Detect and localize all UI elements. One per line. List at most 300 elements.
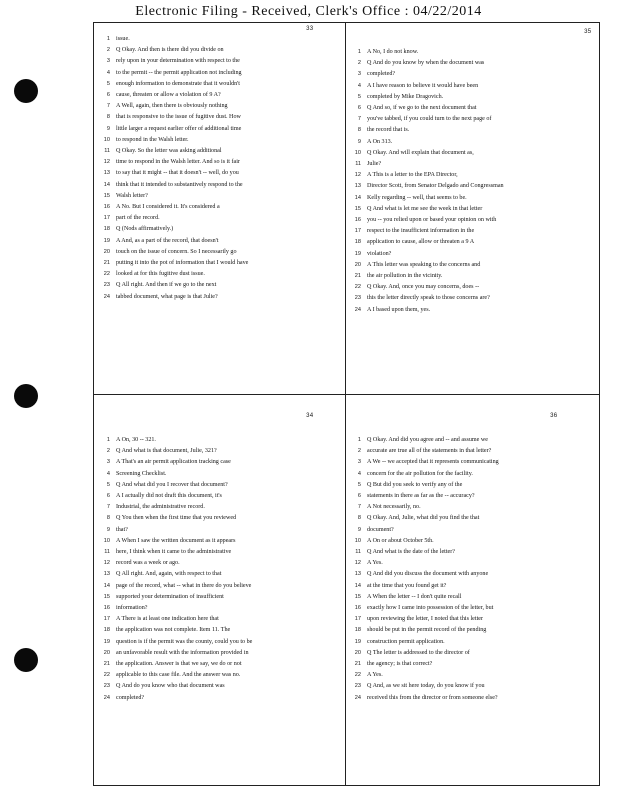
transcript-line [98, 79, 346, 90]
line-text: issue. [116, 36, 130, 42]
line-number: 17 [354, 616, 361, 623]
transcript-line [98, 603, 346, 614]
line-number: 17 [354, 228, 361, 235]
line-text: Q Okay. And, once you may concerns, does -- [367, 284, 480, 291]
line-text: Q Okay. And, Julie, what did you find the that [367, 515, 480, 522]
line-text: A Yes. [367, 672, 383, 679]
line-text: part of the record. [116, 215, 160, 222]
line-text: think that it intended to substantively respond to the [116, 181, 243, 188]
line-text: the record that is. [367, 127, 410, 134]
transcript-line [98, 469, 346, 480]
line-text: A That's an air permit application tracking case [116, 459, 231, 466]
line-text: an unfavorable result with the information provided in [116, 649, 249, 656]
punch-hole [14, 648, 38, 672]
transcript-line [349, 513, 597, 524]
line-text: completed? [367, 71, 396, 78]
transcript-line [349, 659, 597, 670]
transcript-line [98, 681, 346, 692]
line-text: that is responsive to the issue of fugitive dust. How [116, 114, 241, 121]
line-number: 12 [103, 560, 110, 567]
line-number: 19 [354, 250, 361, 257]
transcript-line [98, 592, 346, 603]
line-number: 8 [357, 515, 361, 522]
punch-hole [14, 79, 38, 103]
transcript-line [98, 491, 346, 502]
line-number: 21 [103, 661, 110, 668]
page-number: 35 [584, 28, 592, 35]
transcript-line [98, 101, 346, 112]
transcript-line [98, 202, 346, 213]
line-text: looked at for this fugitive dust issue. [116, 271, 205, 278]
line-number: 9 [106, 125, 110, 132]
line-number: 12 [354, 172, 361, 179]
line-text: Q And do you know by when the document was [367, 60, 485, 67]
line-number: 8 [106, 515, 110, 522]
transcript-line [349, 226, 597, 237]
transcript-line [349, 525, 597, 536]
line-number: 11 [104, 148, 110, 155]
transcript-line [349, 159, 597, 170]
transcript-line [349, 193, 597, 204]
transcript-line [98, 168, 346, 179]
line-number: 14 [354, 582, 361, 589]
line-number: 1 [106, 36, 110, 42]
line-text: A There is at least one indication here that [116, 616, 219, 623]
transcript-line [98, 670, 346, 681]
line-number: 16 [103, 605, 110, 612]
transcript-line [349, 592, 597, 603]
transcript-line [98, 112, 346, 123]
line-number: 13 [354, 183, 361, 190]
line-number: 3 [106, 58, 110, 65]
line-number: 4 [106, 69, 110, 76]
transcript-line [98, 258, 346, 269]
line-text: that? [116, 526, 128, 533]
line-text: A And, as a part of the record, that doesn't [116, 237, 219, 244]
line-text: Q Okay. And will explain that document as, [367, 149, 474, 156]
line-number: 9 [357, 138, 361, 145]
line-text: Q And what is the date of the letter? [367, 549, 455, 556]
line-number: 19 [103, 638, 110, 645]
line-text: A This letter was speaking to the concerns and [367, 261, 481, 268]
line-number: 4 [106, 470, 110, 477]
line-number: 20 [354, 261, 361, 268]
transcript-line [349, 249, 597, 260]
line-text: A Not necessarily, no. [367, 504, 421, 511]
line-number: 15 [354, 205, 361, 212]
line-number: 10 [354, 149, 361, 156]
transcript-line [98, 446, 346, 457]
transcript-line [98, 157, 346, 168]
line-text: Q Okay. So the letter was asking additional [116, 148, 222, 155]
transcript-line [349, 282, 597, 293]
line-number: 20 [354, 649, 361, 656]
line-number: 18 [103, 627, 110, 634]
line-text: exactly how I came into possession of the letter, but [367, 605, 494, 612]
transcript-line [349, 435, 597, 446]
transcript-line [349, 271, 597, 282]
line-number: 6 [106, 493, 110, 500]
line-number: 8 [106, 114, 110, 121]
line-number: 1 [357, 437, 361, 443]
line-text: this the letter directly speak to those concerns are? [367, 295, 490, 302]
line-number: 15 [103, 593, 110, 600]
transcript-line [349, 569, 597, 580]
line-text: little larger a request earlier offer of additional time [116, 125, 242, 132]
line-text: concern for the air pollution for the facility. [367, 470, 473, 477]
line-number: 16 [354, 217, 361, 224]
transcript-line [98, 68, 346, 79]
line-number: 6 [357, 105, 361, 112]
transcript-line [98, 525, 346, 536]
transcript-line [349, 558, 597, 569]
line-number: 14 [103, 181, 110, 188]
line-number: 11 [355, 161, 361, 168]
line-text: putting it into the pot of information that I would have [116, 260, 249, 267]
line-text: you -- you relied upon or based your opinion on with [367, 217, 497, 224]
line-text: record was a week or ago. [116, 560, 180, 567]
transcript-line [349, 469, 597, 480]
line-number: 20 [103, 649, 110, 656]
page-number: 34 [306, 412, 314, 419]
line-text: accurate are true all of the statements in that letter? [367, 448, 492, 455]
line-text: cause, threaten or allow a violation of 9 A? [116, 92, 221, 99]
line-text: information? [116, 605, 148, 612]
line-number: 10 [103, 537, 110, 544]
line-text: A We -- we accepted that it represents communicating [367, 459, 499, 466]
transcript-line [98, 56, 346, 67]
line-number: 6 [357, 493, 361, 500]
line-number: 5 [357, 481, 361, 488]
line-text: A On, 30 -- 321. [116, 437, 156, 443]
line-number: 10 [103, 136, 110, 143]
line-text: document? [367, 526, 394, 533]
line-text: time to respond in the Walsh letter. And so is it fair [116, 159, 240, 166]
line-text: enough information to demonstrate that it wouldn't [116, 80, 240, 87]
line-number: 21 [103, 260, 110, 267]
line-number: 22 [354, 284, 361, 291]
line-number: 13 [354, 571, 361, 578]
line-number: 23 [354, 683, 361, 690]
line-number: 4 [357, 82, 361, 89]
transcript-line [349, 137, 597, 148]
line-text: to the permit -- the permit application not including [116, 69, 242, 76]
filing-header: Electronic Filing - Received, Clerk's Office : 04/22/2014 [135, 4, 482, 19]
transcript-line [349, 237, 597, 248]
transcript-sheet [93, 22, 600, 786]
line-number: 7 [357, 504, 361, 511]
line-number: 21 [354, 273, 361, 280]
line-number: 22 [103, 271, 110, 278]
line-text: should be put in the permit record of the pending [367, 627, 487, 634]
transcript-line [98, 180, 346, 191]
line-text: A When I saw the written document as it appears [116, 537, 236, 544]
transcript-line [349, 103, 597, 114]
line-text: Q And what is that document, Julie, 321? [116, 448, 217, 455]
transcript-line [98, 637, 346, 648]
line-number: 23 [103, 282, 110, 289]
transcript-line [349, 260, 597, 271]
line-number: 14 [103, 582, 110, 589]
line-text: rely upon in your determination with respect to the [116, 58, 240, 65]
line-text: Julie? [367, 161, 382, 168]
transcript-line [349, 305, 597, 316]
transcript-line [349, 637, 597, 648]
line-text: A No, I do not know. [367, 49, 419, 55]
line-number: 3 [357, 459, 361, 466]
page-number: 33 [306, 25, 314, 32]
transcript-line [98, 558, 346, 569]
line-text: Industrial, the administrative record. [116, 504, 205, 511]
transcript-line [349, 648, 597, 659]
transcript-line [349, 81, 597, 92]
transcript-line [98, 648, 346, 659]
line-number: 19 [103, 237, 110, 244]
transcript-line [98, 213, 346, 224]
transcript-line [98, 124, 346, 135]
transcript-line [98, 693, 346, 704]
line-text: Q And what did you I recover that document? [116, 481, 228, 488]
line-text: A I have reason to believe it would have been [367, 82, 479, 89]
line-number: 3 [357, 71, 361, 78]
transcript-line [349, 58, 597, 69]
line-text: tabbed document, what page is that Julie? [116, 293, 218, 300]
transcript-line [349, 547, 597, 558]
line-number: 1 [106, 437, 110, 443]
transcript-line [98, 614, 346, 625]
line-number: 19 [354, 638, 361, 645]
line-number: 11 [104, 549, 110, 556]
transcript-line [98, 480, 346, 491]
transcript-line [98, 502, 346, 513]
line-text: received this from the director or from someone else? [367, 694, 498, 701]
line-text: construction permit application. [367, 638, 445, 645]
line-text: Walsh letter? [116, 192, 148, 199]
line-text: at the time that you found get it? [367, 582, 447, 589]
line-text: question is if the permit was the county, could you to be [116, 638, 253, 645]
line-number: 5 [357, 93, 361, 100]
line-text: here, I think when it came to the administrative [116, 549, 232, 556]
line-text: A I based upon them, yes. [367, 306, 431, 313]
line-number: 8 [357, 127, 361, 134]
transcript-line [349, 536, 597, 547]
line-number: 4 [357, 470, 361, 477]
transcript-line [349, 125, 597, 136]
line-text: completed? [116, 694, 145, 701]
transcript-line [98, 513, 346, 524]
line-number: 24 [354, 694, 361, 701]
transcript-line [349, 603, 597, 614]
line-text: to say that it might -- that it doesn't -- well, do you [116, 170, 239, 177]
transcript-line [349, 693, 597, 704]
line-number: 18 [103, 226, 110, 233]
line-number: 5 [106, 80, 110, 87]
line-text: Q And what is let me see the week in that letter [367, 205, 483, 212]
line-text: Screening Checklist. [116, 470, 167, 477]
transcript-line [349, 215, 597, 226]
transcript-line [98, 547, 346, 558]
line-number: 7 [106, 103, 110, 110]
page-number: 36 [550, 412, 558, 419]
line-number: 9 [106, 526, 110, 533]
transcript-line [98, 146, 346, 157]
line-text: statements in there as far as the -- accuracy? [367, 493, 475, 500]
line-text: Q And do you know who that document was [116, 683, 225, 690]
line-text: Q You then when the first time that you reviewed [116, 515, 237, 522]
line-number: 7 [106, 504, 110, 511]
line-text: completed by Mike Dragovich. [367, 93, 444, 100]
line-number: 12 [103, 159, 110, 166]
transcript-line [98, 247, 346, 258]
line-text: Director Scott, from Senator Delgado and Congressman [367, 183, 504, 190]
line-text: supported your determination of insufficient [116, 593, 224, 600]
transcript-line [98, 581, 346, 592]
line-number: 15 [103, 192, 110, 199]
line-text: respect to the insufficient information in the [367, 228, 475, 235]
transcript-line [349, 446, 597, 457]
line-text: A Yes. [367, 560, 383, 567]
transcript-line [98, 236, 346, 247]
transcript-line [349, 69, 597, 80]
transcript-line [349, 114, 597, 125]
line-number: 3 [106, 459, 110, 466]
page-lines [98, 435, 346, 704]
line-number: 9 [357, 526, 361, 533]
line-text: A When the letter -- I don't quite recall [367, 593, 462, 600]
transcript-line [349, 293, 597, 304]
line-text: the application. Answer is that we say, we do or not [116, 661, 242, 668]
line-text: the application was not complete. Item 11. The [116, 627, 231, 634]
transcript-line [349, 502, 597, 513]
page-lines [349, 435, 597, 704]
line-text: applicable to this case file. And the answer was no. [116, 672, 241, 679]
line-text: Q Okay. And then is there did you divide on [116, 47, 224, 54]
transcript-line [98, 135, 346, 146]
line-number: 12 [354, 560, 361, 567]
line-text: Q And, as we sit here today, do you know if you [367, 683, 485, 690]
horizontal-divider [94, 394, 599, 395]
line-text: A Well, again, then there is obviously nothing [116, 103, 228, 110]
line-text: the agency; is that correct? [367, 661, 433, 668]
line-text: Q Okay. And did you agree and -- and assume we [367, 437, 488, 443]
transcript-line [98, 224, 346, 235]
transcript-line [349, 148, 597, 159]
line-text: A This is a letter to the EPA Director, [367, 172, 458, 179]
transcript-line [98, 191, 346, 202]
transcript-line [98, 659, 346, 670]
line-number: 20 [103, 248, 110, 255]
line-text: A I actually did not draft this document, it's [116, 493, 222, 500]
line-text: A On or about October 5th. [367, 537, 434, 544]
line-number: 6 [106, 92, 110, 99]
line-text: Q But did you seek to verify any of the [367, 481, 463, 488]
transcript-line [349, 625, 597, 636]
line-number: 13 [103, 571, 110, 578]
line-number: 16 [103, 204, 110, 211]
transcript-line [98, 457, 346, 468]
line-text: upon reviewing the letter, I noted that this letter [367, 616, 484, 623]
transcript-line [349, 47, 597, 58]
line-number: 21 [354, 661, 361, 668]
line-number: 2 [106, 47, 110, 54]
line-number: 1 [357, 49, 361, 55]
transcript-line [349, 670, 597, 681]
line-text: A No. But I considered it. It's considered a [116, 204, 220, 211]
line-text: the air pollution in the vicinity. [367, 273, 443, 280]
line-text: Q All right. And then if we go to the next [116, 282, 217, 289]
line-text: Q And did you discuss the document with anyone [367, 571, 489, 578]
line-number: 23 [354, 295, 361, 302]
transcript-line [98, 90, 346, 101]
line-number: 11 [355, 549, 361, 556]
line-number: 2 [106, 448, 110, 455]
page-lines [349, 47, 597, 316]
line-text: touch on the issue of concern. So I necessarily go [116, 248, 237, 255]
line-text: violation? [367, 250, 392, 257]
transcript-line [98, 269, 346, 280]
line-text: Q All right. And, again, with respect to that [116, 571, 222, 578]
line-number: 15 [354, 593, 361, 600]
line-number: 24 [354, 306, 361, 313]
line-text: application to cause, allow or threaten a 9 A [367, 239, 475, 246]
transcript-line [349, 581, 597, 592]
transcript-line [349, 491, 597, 502]
line-number: 18 [354, 627, 361, 634]
transcript-line [349, 181, 597, 192]
transcript-line [349, 92, 597, 103]
line-text: Q The letter is addressed to the director of [367, 649, 470, 656]
line-number: 13 [103, 170, 110, 177]
line-number: 23 [103, 683, 110, 690]
line-number: 22 [354, 672, 361, 679]
line-number: 24 [103, 293, 110, 300]
transcript-line [98, 292, 346, 303]
line-text: Q And so, if we go to the next document that [367, 105, 477, 112]
page-lines [98, 34, 346, 303]
transcript-line [98, 536, 346, 547]
line-number: 5 [106, 481, 110, 488]
transcript-line [98, 435, 346, 446]
transcript-line [98, 280, 346, 291]
line-text: you've tabbed, if you could turn to the next page of [367, 116, 492, 123]
line-text: Q (Nods affirmatively.) [116, 226, 174, 233]
line-text: Kelly regarding -- well, that seems to be. [367, 194, 467, 201]
transcript-line [98, 45, 346, 56]
transcript-line [349, 457, 597, 468]
transcript-line [98, 34, 346, 45]
line-text: A On 313. [367, 138, 393, 145]
line-number: 14 [354, 194, 361, 201]
line-number: 24 [103, 694, 110, 701]
line-number: 10 [354, 537, 361, 544]
line-number: 2 [357, 60, 361, 67]
line-text: to respond in the Walsh letter. [116, 136, 189, 143]
punch-hole [14, 384, 38, 408]
line-number: 18 [354, 239, 361, 246]
line-number: 17 [103, 215, 110, 222]
line-number: 22 [103, 672, 110, 679]
line-number: 17 [103, 616, 110, 623]
transcript-line [98, 569, 346, 580]
line-text: page of the record, what -- what in there do you believe [116, 582, 252, 589]
line-number: 2 [357, 448, 361, 455]
transcript-line [349, 170, 597, 181]
transcript-line [349, 204, 597, 215]
transcript-line [349, 480, 597, 491]
transcript-line [98, 625, 346, 636]
line-number: 7 [357, 116, 361, 123]
line-number: 16 [354, 605, 361, 612]
